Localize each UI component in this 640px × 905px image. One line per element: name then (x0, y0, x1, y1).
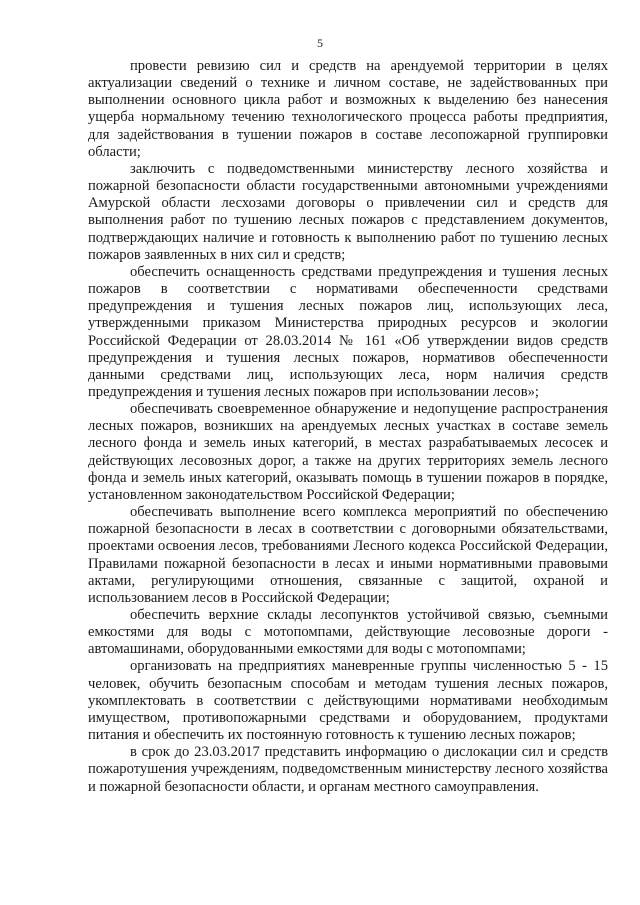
page-number: 5 (317, 36, 323, 50)
document-body (88, 58, 608, 796)
paragraph-measures: обеспечивать выполнение всего комплекса мероприятий по обеспечению пожарной безопасности в лесах в соответствии с договорными обязательствами, проектами освоения лесов, требованиями Лесного кодекса Российской Федерации, Правилами пожарной безопасности в лесах и иными нормативными правовыми актами, регулирующими отношения, связанные с защитой, охраной и использованием лесов в Российской Федерации; (88, 504, 608, 606)
paragraph-deadline: в срок до 23.03.2017 представить информацию о дислокации сил и средств пожаротушения учреждениям, подведомственным министерству лесного хозяйства и пожарной безопасности области, и органам местного самоуправления. (88, 744, 608, 795)
paragraph-contracts: заключить с подведомственными министерству лесного хозяйства и пожарной безопасности области государственными автономными учреждениями Амурской области лесхозами договоры о привлечении сил и средств для выполнения работ по тушению лесных пожаров с представлением документов, подтверждающих наличие и готовность к выполнению работ по тушению лесных пожаров заявленных в них сил и средств; (88, 160, 608, 263)
paragraph-revision: провести ревизию сил и средств на арендуемой территории в целях актуализации сведений о технике и личном составе, не задействованных при выполнении основного цикла работ и возможных к выделению без нанесения ущерба нормальному течению технологического процесса работы предприятия, для задействования в тушении пожаров в составе лесопожарной группировки области; (88, 58, 608, 160)
paragraph-communication: обеспечить верхние склады лесопунктов устойчивой связью, съемными емкостями для воды с мотопомпами, действующие лесовозные дороги - автомашинами, оборудованными емкостями для воды с мотопомпами; (88, 607, 608, 658)
paragraph-maneuver-groups: организовать на предприятиях маневренные группы численностью 5 - 15 человек, обучить безопасным способам и методам тушения лесных пожаров, укомплектовать в соответствии с действующими нормативами необходимым имуществом, противопожарными средствами и оборудованием, продуктами питания и обеспечить их постоянную готовность к тушению лесных пожаров; (88, 658, 608, 744)
paragraph-equipment: обеспечить оснащенность средствами предупреждения и тушения лесных пожаров в соответствии с нормативами обеспеченности средствами предупреждения и тушения лесных пожаров лиц, использующих леса, утвержденными приказом Министерства природных ресурсов и экологии Российской Федерации от 28.03.2014 № 161 «Об утверждении видов средств предупреждения и тушения лесных пожаров, нормативов обеспеченности данными средствами лиц, использующих леса, норм наличия средств предупреждения и тушения лесных пожаров при использовании лесов»; (88, 263, 608, 400)
paragraph-detection: обеспечивать своевременное обнаружение и недопущение распространения лесных пожаров, возникших на арендуемых лесных участках в составе земель лесного фонда и земель иных категорий, в местах разрабатываемых лесосек и действующих лесовозных дорог, а также на других территориях земель лесного фонда и земель иных категорий, оказывать помощь в тушении пожаров в порядке, установленном законодательством Российской Федерации; (88, 401, 608, 503)
